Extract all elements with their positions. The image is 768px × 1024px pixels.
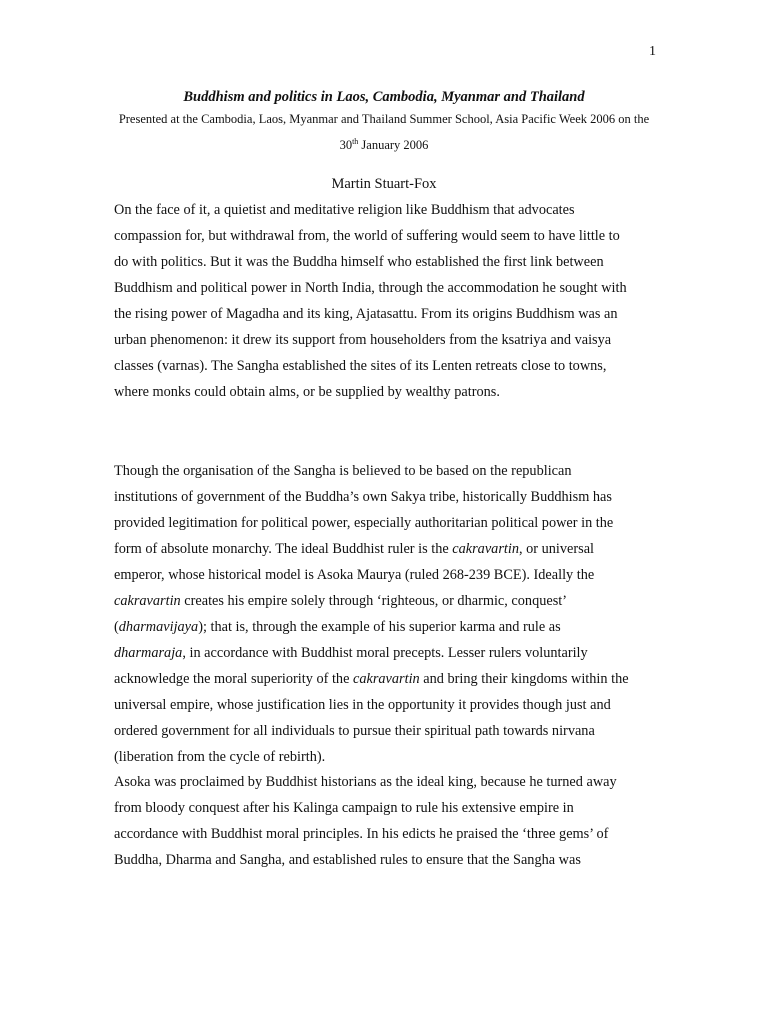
author-name: Martin Stuart-Fox — [331, 176, 437, 192]
text-line — [114, 666, 674, 692]
text-line: Though the organisation of the Sangha is believed to be based on the republican — [114, 463, 572, 479]
text-line: institutions of government of the Buddha’s own Sakya tribe, historically Buddhism has — [114, 489, 612, 505]
text-segment: creates his empire solely through ‘righteous, or dharmic, conquest’ — [180, 593, 568, 609]
text-line: provided legitimation for political power, especially authoritarian political power in the — [114, 515, 614, 531]
italic-term: cakravartin — [353, 671, 420, 687]
subtitle-date-rest: January 2006 — [358, 138, 429, 152]
text-line: do with politics. But it was the Buddha himself who established the first link between — [114, 254, 604, 270]
text-line: universal empire, whose justification lies in the opportunity it provides though just and — [114, 697, 611, 713]
text-line: Buddha, Dharma and Sangha, and established rules to ensure that the Sangha was — [114, 852, 581, 868]
subtitle-date-day: 30 — [339, 138, 353, 152]
text-line: Asoka was proclaimed by Buddhist historians as the ideal king, because he turned away — [114, 774, 617, 790]
text-line: classes (varnas). The Sangha established the sites of its Lenten retreats close to towns, — [114, 358, 607, 374]
italic-term: dharmavijaya — [118, 619, 199, 635]
subtitle-line: Presented at the Cambodia, Laos, Myanmar and Thailand Summer School, Asia Pacific Week 2006 on the — [118, 112, 650, 126]
text-line: urban phenomenon: it drew its support from householders from the ksatriya and vaisya — [114, 332, 612, 348]
italic-term: cakravartin — [452, 541, 519, 557]
text-segment: ); that is, through the example of his superior karma and rule as — [198, 619, 561, 635]
text-segment: , in accordance with Buddhist moral precepts. Lesser rulers voluntarily — [182, 645, 588, 661]
text-line: the rising power of Magadha and its king, Ajatasattu. From its origins Buddhism was an — [114, 306, 618, 322]
text-line: where monks could obtain alms, or be supplied by wealthy patrons. — [114, 384, 500, 400]
document-subtitle — [100, 106, 668, 158]
text-line — [114, 536, 674, 562]
text-line: Buddhism and political power in North India, through the accommodation he sought with — [114, 280, 627, 296]
text-line — [114, 614, 674, 640]
text-line: ordered government for all individuals to pursue their spiritual path towards nirvana — [114, 723, 595, 739]
text-line — [114, 640, 674, 666]
page-number: 1 — [649, 44, 656, 59]
text-line: emperor, whose historical model is Asoka Maurya (ruled 268-239 BCE). Ideally the — [114, 567, 595, 583]
text-segment: and bring their kingdoms within the — [419, 671, 629, 687]
text-segment: ( — [114, 619, 119, 635]
subtitle-date-suffix: th — [352, 136, 359, 146]
paragraph-2 — [114, 458, 674, 770]
text-segment: , or universal — [518, 541, 595, 557]
text-line: On the face of it, a quietist and meditative religion like Buddhism that advocates — [114, 202, 575, 218]
paragraph-3 — [114, 769, 674, 873]
document-title: Buddhism and politics in Laos, Cambodia, Myanmar and Thailand — [183, 89, 585, 105]
italic-term: cakravartin — [114, 593, 181, 609]
text-line: compassion for, but withdrawal from, the world of suffering would seem to have little to — [114, 228, 620, 244]
text-segment: acknowledge the moral superiority of the — [114, 671, 353, 687]
text-line: accordance with Buddhist moral principles. In his edicts he praised the ‘three gems’ of — [114, 826, 609, 842]
text-segment: form of absolute monarchy. The ideal Buddhist ruler is the — [114, 541, 453, 557]
text-line: (liberation from the cycle of rebirth). — [114, 749, 326, 765]
italic-term: dharmaraja — [114, 645, 183, 661]
text-line: from bloody conquest after his Kalinga campaign to rule his extensive empire in — [114, 800, 574, 816]
paragraph-1 — [114, 197, 674, 405]
text-line — [114, 588, 674, 614]
